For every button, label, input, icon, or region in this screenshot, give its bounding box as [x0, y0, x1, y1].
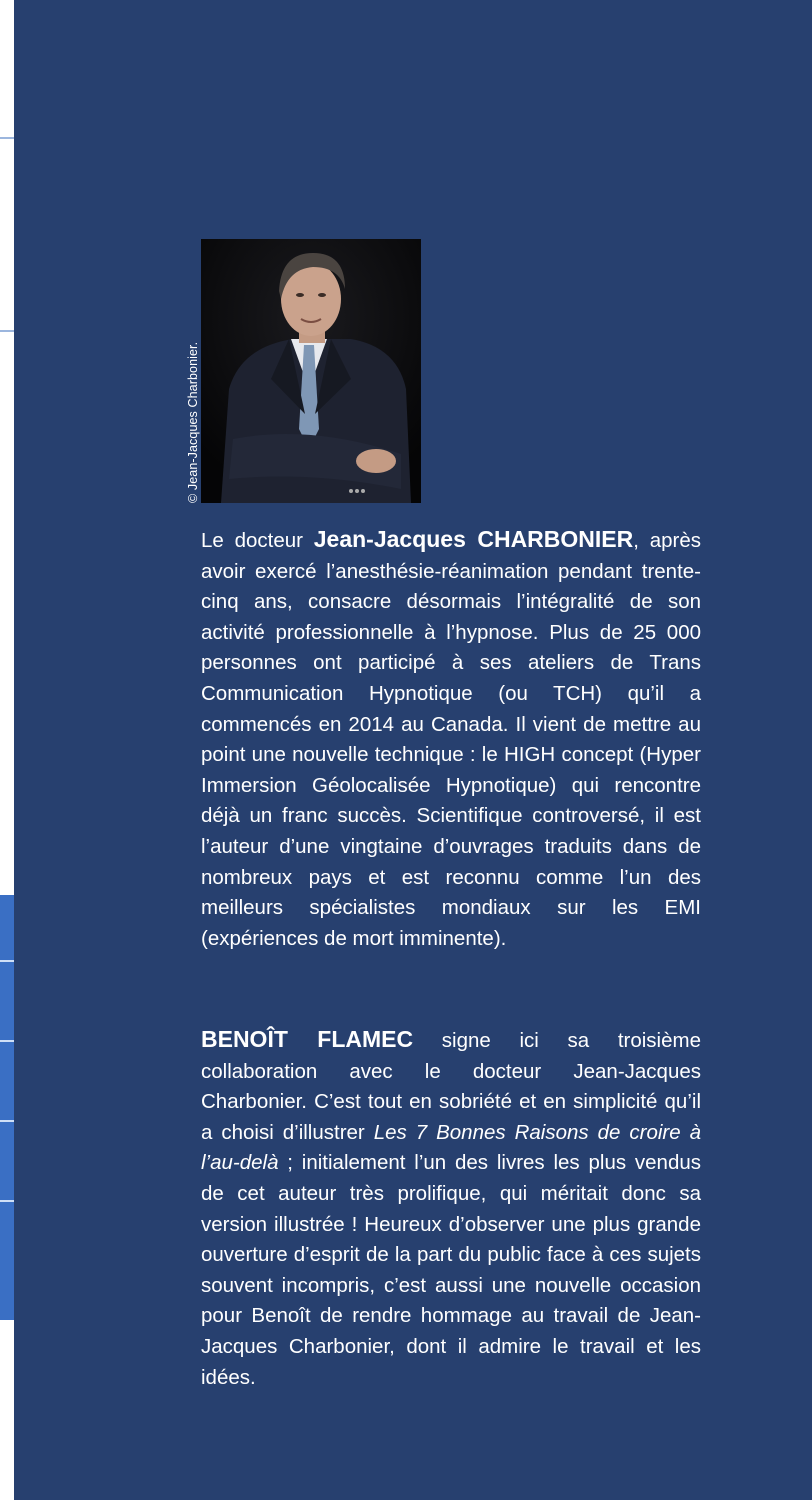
- author-biography: [201, 524, 701, 954]
- bio-intro: Le docteur: [201, 529, 314, 552]
- photo-credit: © Jean-Jacques Charbonier.: [186, 341, 200, 503]
- page-edge-strip: [0, 0, 14, 1500]
- bio-text: , après avoir exercé l’anesthésie-réanimation pendant trente-cinq ans, consacre désormais l’intégralité de son activité professionnelle à l’hypnose. Plus de 25 000 personnes ont participé à ses ateliers de Trans Communication Hypnotique (ou TCH) qu’il a commencés en 2014 au Canada. Il vient de mettre au point une nouvelle technique : le HIGH concept (Hyper Immersion Géolocalisée Hypnotique) qui rencontre déjà un franc succès. Scientifique controversé, il est l’auteur d’une vingtaine d’ouvrages traduits dans de nombreux pays et est reconnu comme l’un des meilleurs spécialistes mondiaux sur les EMI (expériences de mort imminente).: [201, 529, 702, 950]
- author-name: Jean-Jacques CHARBONIER: [313, 526, 634, 552]
- illustrator-text-2: ; initialement l’un des livres les plus vendus de cet auteur très prolifique, qui méritait donc sa version illustrée ! Heureux d’observer une plus grande ouverture d’esprit de la part du public face à ces sujets souvent incompris, c’est aussi une nouvelle occasion pour Benoît de rendre hommage au travail de Jean-Jacques Charbonier, dont il admire le travail et les idées.: [201, 1151, 701, 1389]
- author-photo: [201, 239, 421, 503]
- book-title: Les 7 Bonnes Raisons de croire à l’au-delà: [201, 1120, 701, 1175]
- illustrator-biography: [201, 1024, 701, 1393]
- illustrator-name: BENOÎT FLAMEC: [201, 1026, 414, 1052]
- illustrator-text-1: signe ici sa troisième collaboration avec le docteur Jean-Jacques Charbonier. C’est tout en sobriété et en simplicité qu’il a choisi d’illustrer: [201, 1029, 701, 1144]
